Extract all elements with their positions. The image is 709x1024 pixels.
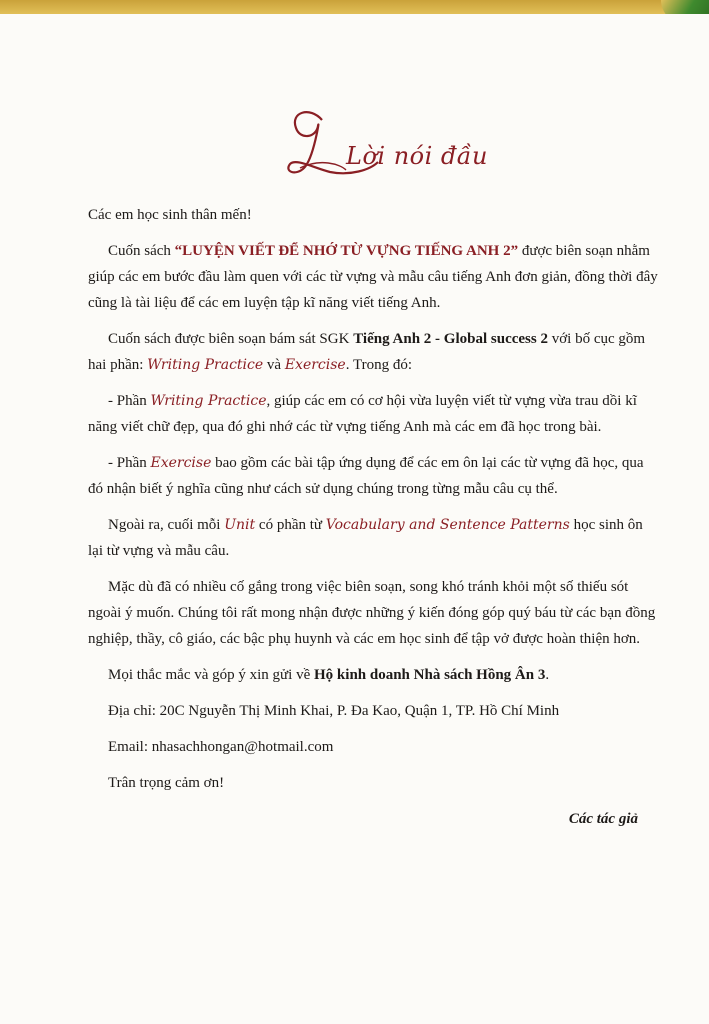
email: Email: nhasachhongan@hotmail.com	[108, 739, 334, 755]
paragraph-exercise: - Phần Exercise bao gồm các bài tập ứng dụng để các em ôn lại các từ vựng đã học, qua đó nhận biết ý nghĩa cũng như cách sử dụng chúng trong từng mẫu câu cụ thể.	[88, 455, 644, 497]
paragraph-unit: Ngoài ra, cuối mỗi Unit có phần từ Vocabulary and Sentence Patterns học sinh ôn lại từ vựng và mẫu câu.	[88, 517, 643, 559]
paragraph-contact: Mọi thắc mắc và góp ý xin gửi về Hộ kinh doanh Nhà sách Hồng Ân 3.	[108, 667, 550, 683]
paragraph-structure: Cuốn sách được biên soạn bám sát SGK Tiếng Anh 2 - Global success 2 với bố cục gồm hai phần: Writing Practice và Exercise. Trong đó:	[88, 331, 646, 373]
greeting: Các em học sinh thân mến!	[88, 207, 252, 223]
authors-signature: Các tác giả	[568, 811, 638, 827]
book-title: “LUYỆN VIẾT ĐỂ NHỚ TỪ VỰNG TIẾNG ANH 2”	[174, 243, 519, 259]
publisher-name: Hộ kinh doanh Nhà sách Hồng Ân 3	[314, 667, 546, 683]
preface-heading	[270, 98, 490, 188]
paragraph-feedback: Mặc dù đã có nhiều cố gắng trong việc biên soạn, song khó tránh khỏi một số thiếu sót ngoài ý muốn. Chúng tôi rất mong nhận được những ý kiến đóng góp quý báu từ các bạn đồng nghiệp, thầy, cô giáo, các bậc phụ huynh và các em học sinh để tập vở được hoàn thiện hơn.	[88, 579, 656, 647]
top-decorative-bar	[0, 0, 709, 14]
page-title: Lời nói đầu	[346, 142, 488, 170]
preface-body	[88, 202, 658, 842]
paragraph-writing-practice: - Phần Writing Practice, giúp các em có cơ hội vừa luyện viết từ vựng vừa trau dồi kĩ năng viết chữ đẹp, qua đó ghi nhớ các từ vựng tiếng Anh mà các em đã học trong bài.	[88, 393, 637, 435]
closing: Trân trọng cảm ơn!	[108, 775, 225, 791]
paragraph-intro: Cuốn sách “LUYỆN VIẾT ĐỂ NHỚ TỪ VỰNG TIẾNG ANH 2” được biên soạn nhằm giúp các em bước đầu làm quen với các từ vựng và mẫu câu tiếng Anh đơn giản, đồng thời đây cũng là tài liệu để các em luyện tập kĩ năng viết tiếng Anh.	[88, 243, 658, 311]
address: Địa chỉ: 20C Nguyễn Thị Minh Khai, P. Đa Kao, Quận 1, TP. Hồ Chí Minh	[108, 703, 560, 719]
textbook-name: Tiếng Anh 2 - Global success 2	[353, 331, 548, 347]
